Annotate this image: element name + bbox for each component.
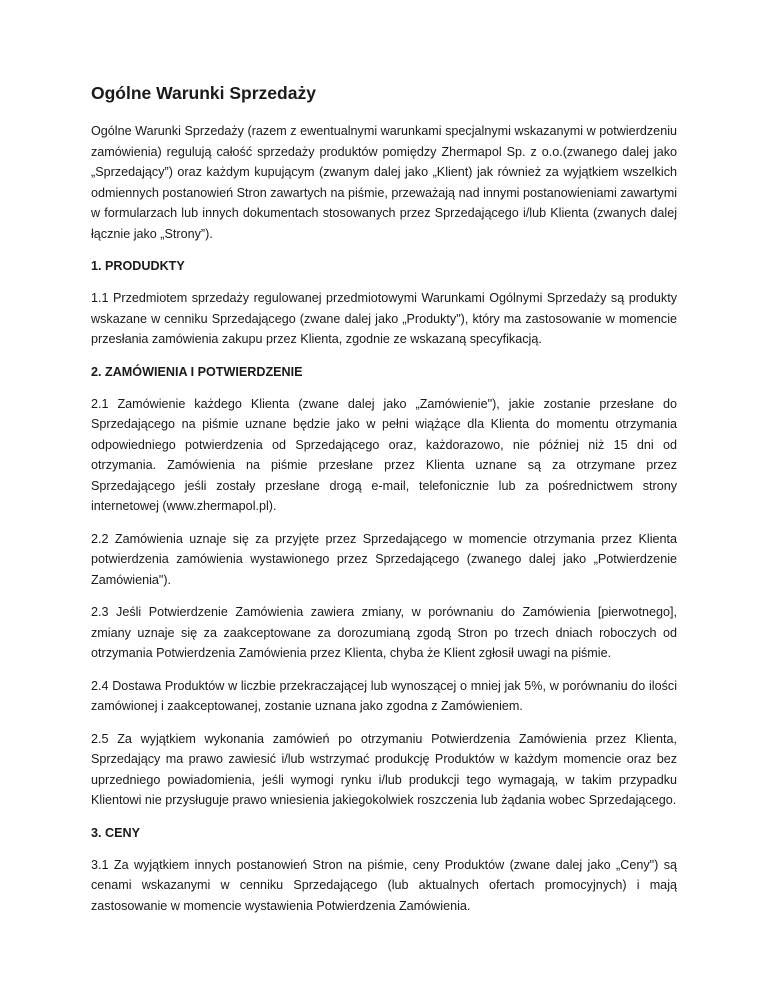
section-prices <box>91 823 677 917</box>
clause-3-1: 3.1 Za wyjątkiem innych postanowień Stron na piśmie, ceny Produktów (zwane dalej jako „Ceny") są cenami wskazanymi w cenniku Sprzedającego (lub aktualnych ofertach promocyjnych) i mają zastosowanie w momencie wystawienia Potwierdzenia Zamówienia. <box>91 857 677 913</box>
document-page <box>91 82 677 928</box>
clause-1-1: 1.1 Przedmiotem sprzedaży regulowanej przedmiotowymi Warunkami Ogólnymi Sprzedaży są produkty wskazane w cenniku Sprzedającego (zwane dalej jako „Produkty"), który ma zastosowanie w momencie przesłania zamówienia zakupu przez Klienta, zgodnie ze wskazaną specyfikacją. <box>91 291 677 346</box>
clause-2-2: 2.2 Zamówienia uznaje się za przyjęte przez Sprzedającego w momencie otrzymania przez Klienta potwierdzenia zamówienia wystawionego przez Sprzedającego (zwanego dalej jako „Potwierdzenie Zamówienia"). <box>91 531 677 587</box>
clause-2-4: 2.4 Dostawa Produktów w liczbie przekraczającej lub wynoszącej o mniej jak 5%, w porównaniu do ilości zamówionej i zaakceptowanej, zostanie uznana jako zgodna z Zamówieniem. <box>91 678 677 713</box>
document-title: Ogólne Warunki Sprzedaży <box>91 83 316 103</box>
clause-2-5: 2.5 Za wyjątkiem wykonania zamówień po otrzymaniu Potwierdzenia Zamówienia przez Klienta, Sprzedający ma prawo zawiesić i/lub wstrzymać produkcję Produktów w każdym momencie oraz bez uprzedniego powiadomienia, jeśli wymogi rynku i/lub produkcji tego wymagają, w takim przypadku Klientowi nie przysługuje prawo wniesienia jakiegokolwiek roszczenia lub żądania wobec Sprzedającego. <box>91 731 677 807</box>
section-orders <box>91 362 677 811</box>
intro-paragraph: Ogólne Warunki Sprzedaży (razem z ewentualnymi warunkami specjalnymi wskazanymi w potwierdzeniu zamówienia) regulują całość sprzedaży produktów pomiędzy Zhermapol Sp. z o.o.(zwanego dalej jako „Sprzedający”) oraz każdym kupującym (zwanym dalej jako „Klient) jak również za wyjątkiem wszelkich odmiennych postanowień Stron zawartych na piśmie, przeważają nad innymi postanowieniami zawartymi w formularzach lub innych dokumentach stosowanych przez Sprzedającego i/lub Klienta (zwanych dalej łącznie jako „Strony”). <box>91 124 677 241</box>
section-heading: 3. CENY <box>91 825 140 840</box>
section-heading: 2. ZAMÓWIENIA I POTWIERDZENIE <box>91 364 303 379</box>
section-products <box>91 256 677 350</box>
clause-2-3: 2.3 Jeśli Potwierdzenie Zamówienia zawiera zmiany, w porównaniu do Zamówienia [pierwotnego], zmiany uznaje się za zaakceptowane za dorozumianą zgodą Stron po trzech dniach roboczych od otrzymania Potwierdzenia Zamówienia przez Klienta, chyba że Klient zgłosił uwagi na piśmie. <box>91 605 677 660</box>
clause-2-1: 2.1 Zamówienie każdego Klienta (zwane dalej jako „Zamówienie"), jakie zostanie przesłane do Sprzedającego na piśmie uznane będzie jako w pełni wiążące dla Klienta do momentu otrzymania odpowiedniego potwierdzenia od Sprzedającego oraz, każdorazowo, nie później niż 15 dni od otrzymania. Zamówienia na piśmie przesłane przez Klienta uznane są za otrzymane przez Sprzedającego jeśli zostały przesłane drogą e-mail, telefonicznie lub za pośrednictwem strony internetowej (www.zhermapol.pl). <box>91 396 677 513</box>
section-heading: 1. PRODUDKTY <box>91 259 185 273</box>
